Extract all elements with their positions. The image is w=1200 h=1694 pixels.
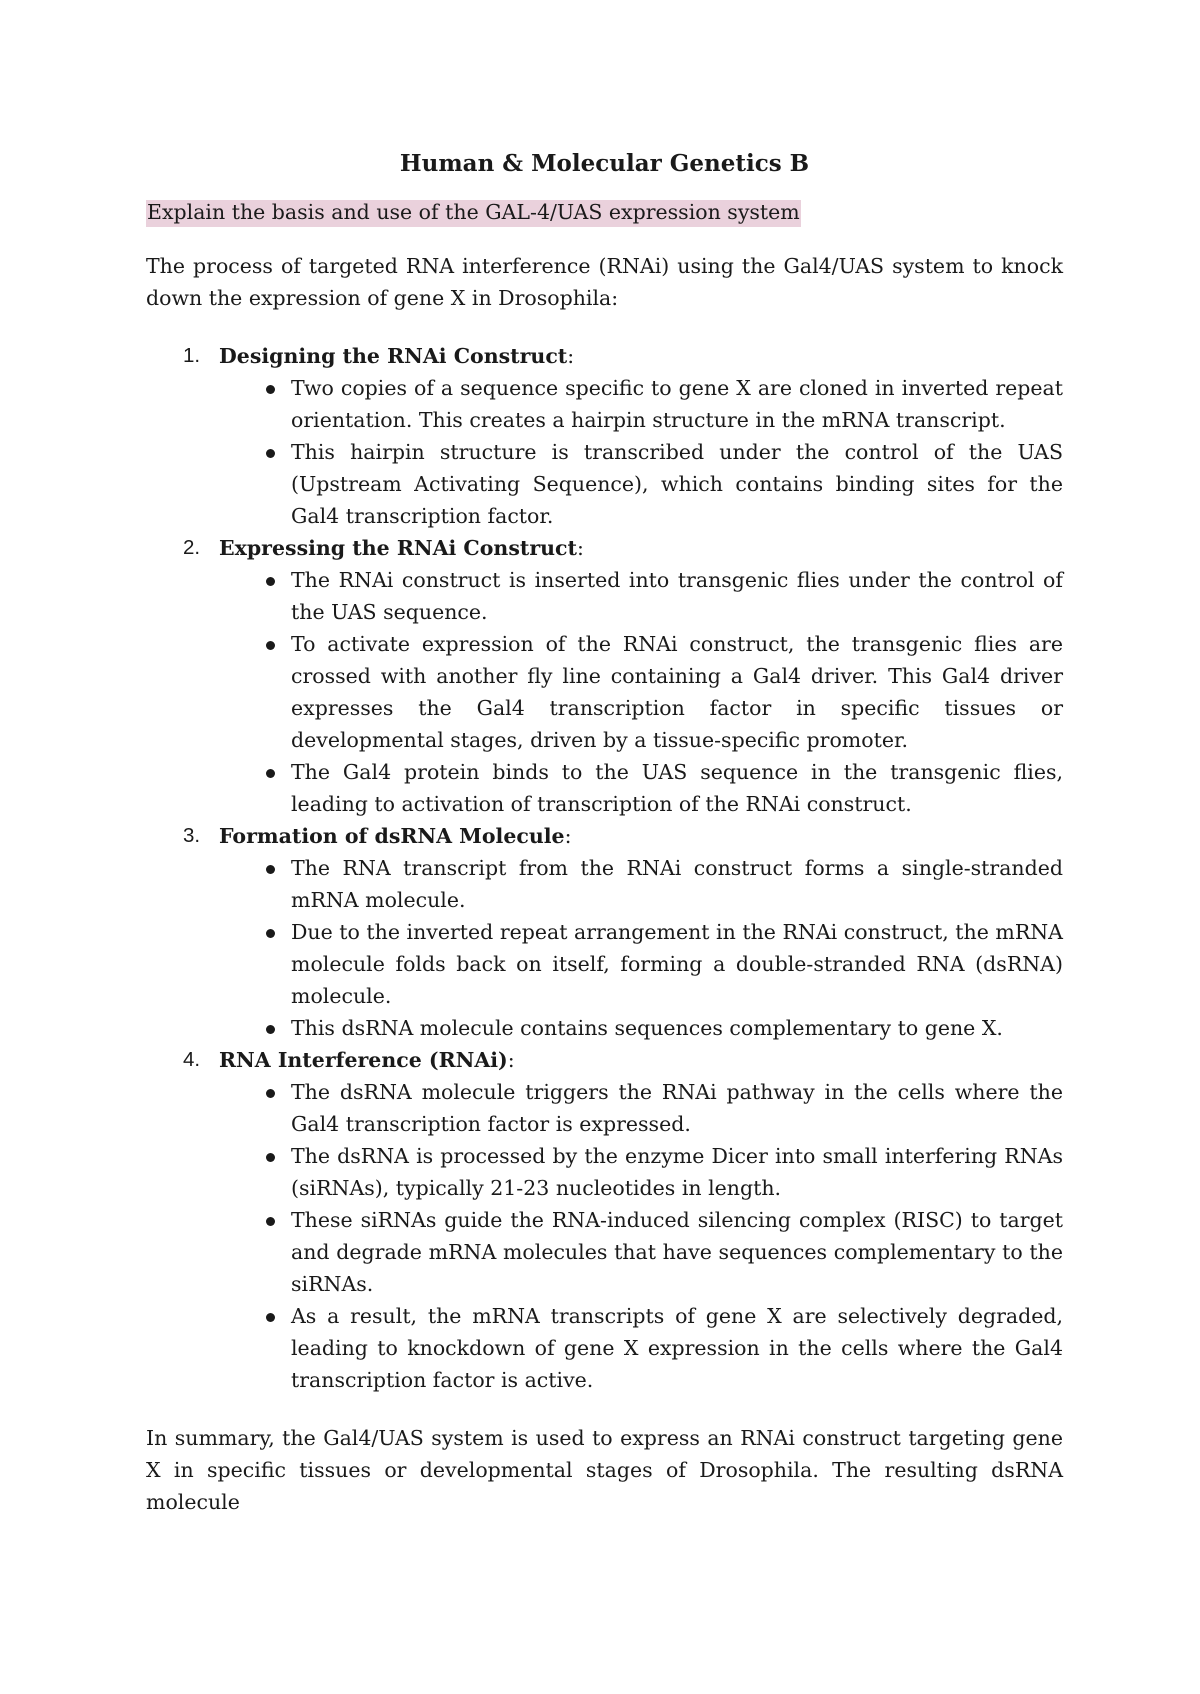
bullet-item xyxy=(219,372,1063,436)
intro-paragraph: The process of targeted RNA interference (RNAi) using the Gal4/UAS system to knock down the expression of gene X in Drosophila: xyxy=(146,254,1063,310)
bullet-text: This hairpin structure is transcribed under the control of the UAS (Upstream Activating Sequence), which contains binding sites for the Gal4 transcription factor. xyxy=(291,440,1063,528)
step-heading-line xyxy=(219,532,1063,564)
bullet-dot-icon xyxy=(266,1025,275,1034)
highlighted-question: Explain the basis and use of the GAL-4/UAS expression system xyxy=(146,200,801,227)
bullet-item xyxy=(219,1076,1063,1140)
bullet-dot-icon xyxy=(266,449,275,458)
step-heading-line xyxy=(219,1044,1063,1076)
step-item xyxy=(146,532,1063,820)
bullet-item xyxy=(219,436,1063,532)
bullet-text: As a result, the mRNA transcripts of gene X are selectively degraded, leading to knockdown of gene X expression in the cells where the Gal4 transcription factor is active. xyxy=(291,1304,1063,1392)
bullet-text: The RNA transcript from the RNAi construct forms a single-stranded mRNA molecule. xyxy=(291,856,1063,912)
bullet-item xyxy=(219,628,1063,756)
step-heading: Formation of dsRNA Molecule xyxy=(219,824,565,848)
bullet-dot-icon xyxy=(266,1089,275,1098)
document-body xyxy=(146,144,1063,1518)
step-number: 1. xyxy=(183,344,201,367)
bullet-list xyxy=(219,372,1063,532)
bullet-text: The RNAi construct is inserted into transgenic flies under the control of the UAS sequence. xyxy=(291,568,1063,624)
bullet-list xyxy=(219,564,1063,820)
step-heading-line xyxy=(219,340,1063,372)
bullet-dot-icon xyxy=(266,769,275,778)
bullet-item xyxy=(219,916,1063,1012)
bullet-dot-icon xyxy=(266,577,275,586)
bullet-text: Due to the inverted repeat arrangement in the RNAi construct, the mRNA molecule folds back on itself, forming a double-stranded RNA (dsRNA) molecule. xyxy=(291,920,1063,1008)
summary-paragraph: In summary, the Gal4/UAS system is used to express an RNAi construct targeting gene X in specific tissues or developmental stages of Drosophila. The resulting dsRNA molecule xyxy=(146,1426,1063,1514)
bullet-item xyxy=(219,1300,1063,1396)
step-item xyxy=(146,1044,1063,1396)
step-number: 2. xyxy=(183,536,201,559)
bullet-text: This dsRNA molecule contains sequences complementary to gene X. xyxy=(291,1016,1003,1040)
bullet-dot-icon xyxy=(266,385,275,394)
bullet-item xyxy=(219,756,1063,820)
step-heading-colon: : xyxy=(507,1048,515,1072)
bullet-item xyxy=(219,1012,1063,1044)
bullet-dot-icon xyxy=(266,1313,275,1322)
bullet-text: Two copies of a sequence specific to gene X are cloned in inverted repeat orientation. This creates a hairpin structure in the mRNA transcript. xyxy=(291,376,1063,432)
bullet-item xyxy=(219,564,1063,628)
step-heading-colon: : xyxy=(564,824,572,848)
bullet-item xyxy=(219,1140,1063,1204)
bullet-dot-icon xyxy=(266,1217,275,1226)
bullet-dot-icon xyxy=(266,641,275,650)
step-number: 3. xyxy=(183,824,201,847)
step-heading: Expressing the RNAi Construct xyxy=(219,536,577,560)
question-line xyxy=(146,196,1063,228)
bullet-text: To activate expression of the RNAi construct, the transgenic flies are crossed with another fly line containing a Gal4 driver. This Gal4 driver expresses the Gal4 transcription factor in specific tissues or developmental stages, driven by a tissue-specific promoter. xyxy=(291,632,1063,752)
bullet-text: The Gal4 protein binds to the UAS sequence in the transgenic flies, leading to activation of transcription of the RNAi construct. xyxy=(291,760,1063,816)
step-heading-colon: : xyxy=(577,536,584,560)
step-heading-colon: : xyxy=(567,344,575,368)
bullet-dot-icon xyxy=(266,865,275,874)
step-number: 4. xyxy=(183,1048,201,1071)
step-heading: RNA Interference (RNAi) xyxy=(219,1048,508,1072)
steps-list xyxy=(146,340,1063,1396)
bullet-dot-icon xyxy=(266,929,275,938)
bullet-list xyxy=(219,852,1063,1044)
bullet-item xyxy=(219,1204,1063,1300)
bullet-dot-icon xyxy=(266,1153,275,1162)
bullet-text: These siRNAs guide the RNA-induced silencing complex (RISC) to target and degrade mRNA molecules that have sequences complementary to the siRNAs. xyxy=(291,1208,1063,1296)
step-heading-line xyxy=(219,820,1063,852)
step-heading: Designing the RNAi Construct xyxy=(219,344,568,368)
bullet-text: The dsRNA molecule triggers the RNAi pathway in the cells where the Gal4 transcription factor is expressed. xyxy=(291,1080,1063,1136)
step-item xyxy=(146,820,1063,1044)
step-item xyxy=(146,340,1063,532)
document-title: Human & Molecular Genetics B xyxy=(399,150,810,177)
bullet-text: The dsRNA is processed by the enzyme Dicer into small interfering RNAs (siRNAs), typically 21-23 nucleotides in length. xyxy=(291,1144,1063,1200)
bullet-list xyxy=(219,1076,1063,1396)
bullet-item xyxy=(219,852,1063,916)
